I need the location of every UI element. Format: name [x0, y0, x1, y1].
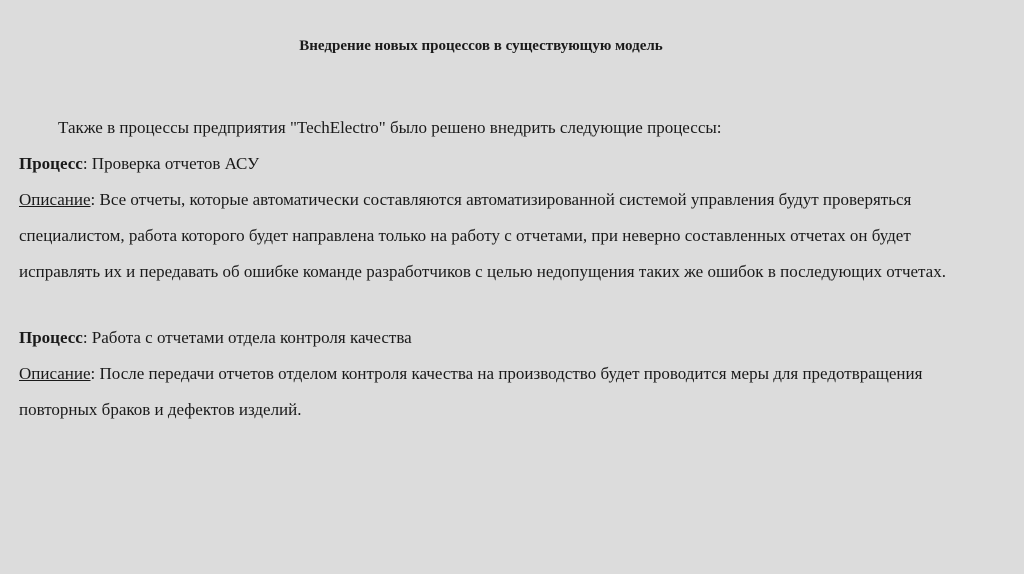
section-gap [19, 290, 959, 320]
process-2-name: : Работа с отчетами отдела контроля качества [82, 328, 412, 347]
process-1-name: : Проверка отчетов АСУ [82, 154, 260, 173]
slide-body [19, 110, 959, 428]
process-2-line [19, 320, 959, 356]
description-1-label: Описание [19, 190, 91, 209]
slide-title: Внедрение новых процессов в существующую модель [299, 38, 663, 54]
description-2-label: Описание [19, 364, 91, 383]
description-2-text: : После передачи отчетов отделом контроля качества на производство будет проводится меры для предотвращения повторных браков и дефектов изделий. [19, 364, 923, 419]
description-2-paragraph [19, 356, 959, 428]
intro-paragraph: Также в процессы предприятия "TechElectro" было решено внедрить следующие процессы: [58, 118, 722, 137]
process-2-label: Процесс [19, 328, 83, 347]
description-1-paragraph [19, 182, 959, 290]
process-1-label: Процесс [19, 154, 83, 173]
process-1-line [19, 146, 959, 182]
description-1-text: : Все отчеты, которые автоматически составляются автоматизированной системой управления будут проверяться специалистом, работа которого будет направлена только на работу с отчетами, при неверно составленных отчетах он будет исправлять их и передавать об ошибке команде разработчиков с целью недопущения таких же ошибок в последующих отчетах. [19, 190, 946, 281]
